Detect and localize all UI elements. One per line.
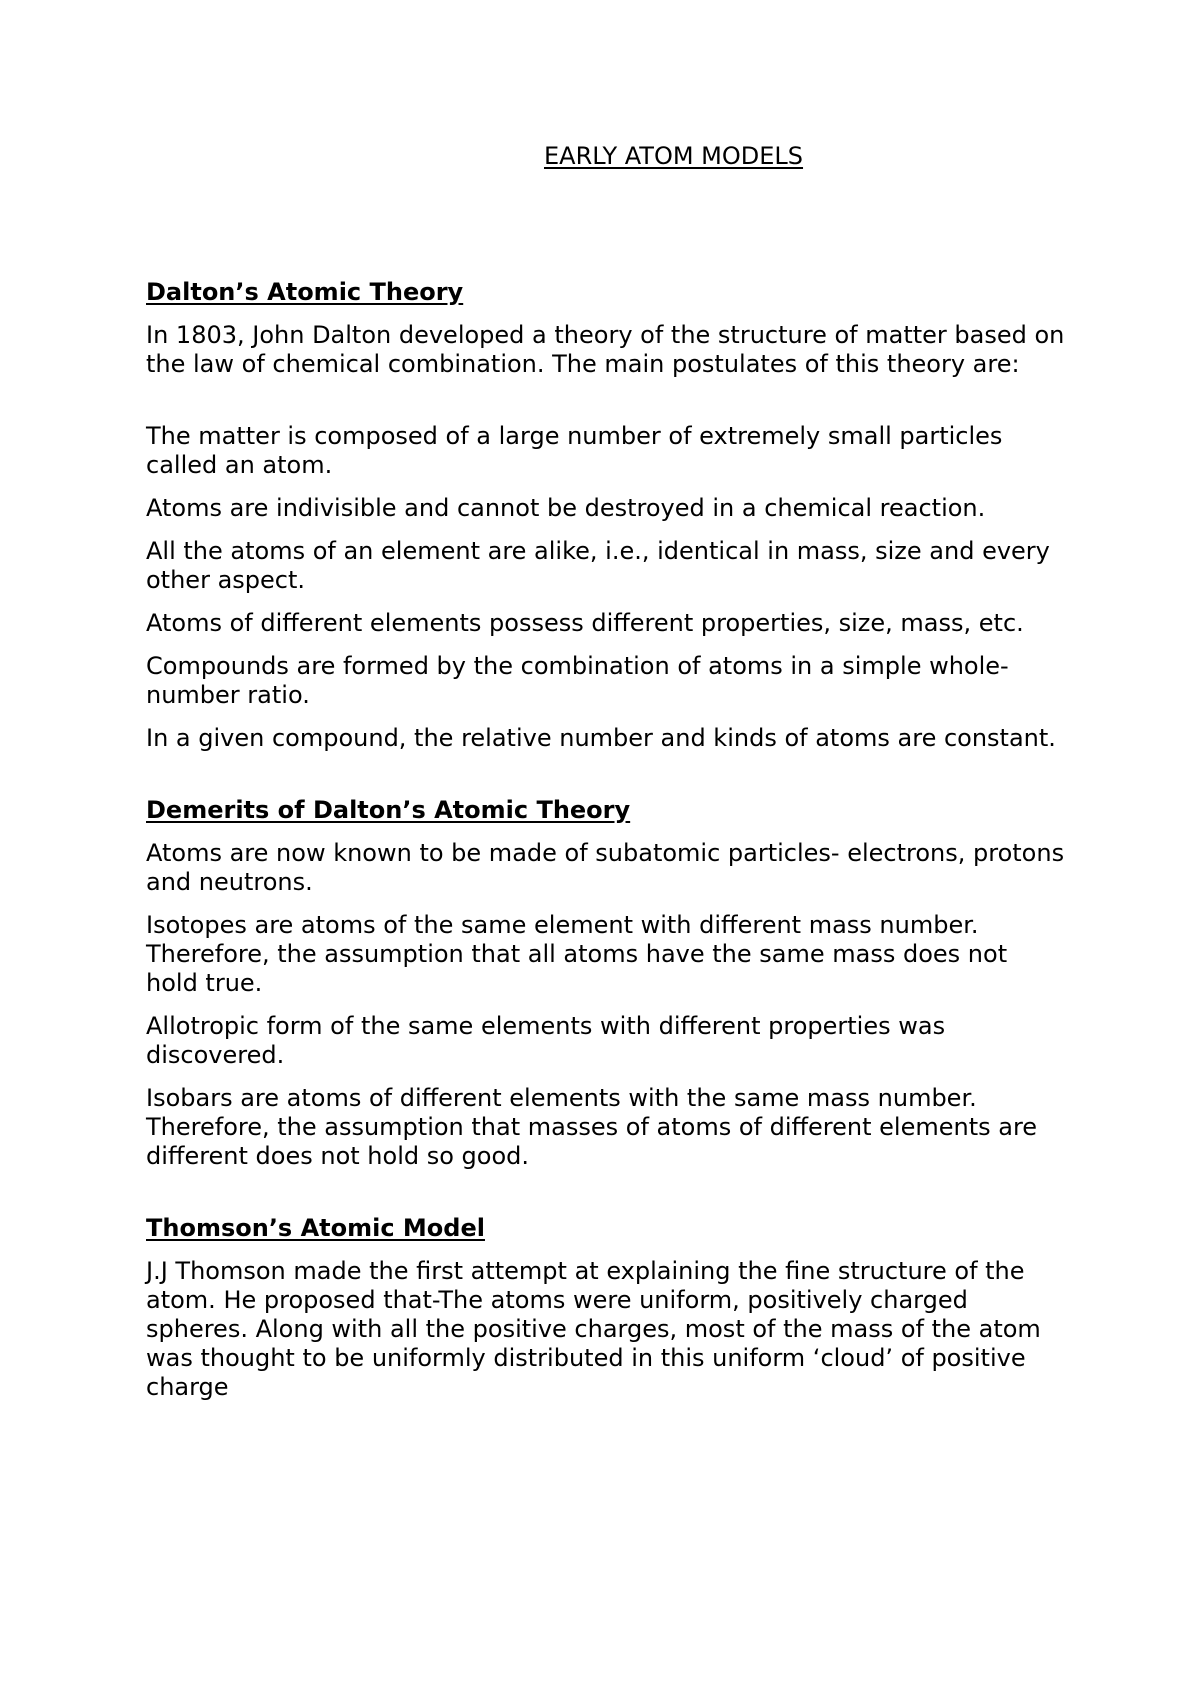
spacer: [146, 1243, 1066, 1257]
dalton-intro-paragraph: In 1803, John Dalton developed a theory of the structure of matter based on the law of chemical combination. The main postulates of this theory are:: [146, 321, 1065, 378]
dalton-postulate: Atoms are indivisible and cannot be destroyed in a chemical reaction.: [146, 494, 986, 522]
demerit-point: Isotopes are atoms of the same element with different mass number. Therefore, the assumption that all atoms have the same mass does not hold true.: [146, 911, 1008, 997]
demerit-point: Allotropic form of the same elements with different properties was discovered.: [146, 1012, 946, 1069]
spacer: [146, 595, 1066, 609]
spacer: [146, 825, 1066, 839]
spacer: [146, 307, 1066, 321]
dalton-postulate: Atoms of different elements possess different properties, size, mass, etc.: [146, 609, 1024, 637]
spacer: [146, 480, 1066, 494]
spacer: [146, 710, 1066, 724]
spacer: [146, 897, 1066, 911]
thomson-paragraph: J.J Thomson made the first attempt at explaining the fine structure of the atom. He proposed that-The atoms were uniform, positively charged spheres. Along with all the positive charges, most of the mass of the atom was thought to be uniformly distributed in this uniform ‘cloud’ of positive charge: [146, 1257, 1041, 1401]
spacer: [146, 379, 1066, 422]
dalton-postulate: Compounds are formed by the combination of atoms in a simple whole-number ratio.: [146, 652, 1009, 709]
document-body: [146, 142, 1066, 1402]
section-heading-dalton: Dalton’s Atomic Theory: [146, 278, 464, 306]
section-heading-demerits: Demerits of Dalton’s Atomic Theory: [146, 796, 631, 824]
spacer: [146, 523, 1066, 537]
spacer: [146, 171, 1066, 278]
dalton-postulate: All the atoms of an element are alike, i.e., identical in mass, size and every other aspect.: [146, 537, 1050, 594]
demerit-point: Isobars are atoms of different elements with the same mass number. Therefore, the assumption that masses of atoms of different elements are different does not hold so good.: [146, 1084, 1038, 1170]
section-heading-thomson: Thomson’s Atomic Model: [146, 1214, 485, 1242]
spacer: [146, 1171, 1066, 1214]
spacer: [146, 1070, 1066, 1084]
page-title: EARLY ATOM MODELS: [544, 142, 804, 170]
dalton-postulate: The matter is composed of a large number of extremely small particles called an atom.: [146, 422, 1003, 479]
spacer: [146, 998, 1066, 1012]
spacer: [146, 753, 1066, 796]
dalton-postulate: In a given compound, the relative number and kinds of atoms are constant.: [146, 724, 1056, 752]
demerit-point: Atoms are now known to be made of subatomic particles- electrons, protons and neutrons.: [146, 839, 1065, 896]
spacer: [146, 638, 1066, 652]
